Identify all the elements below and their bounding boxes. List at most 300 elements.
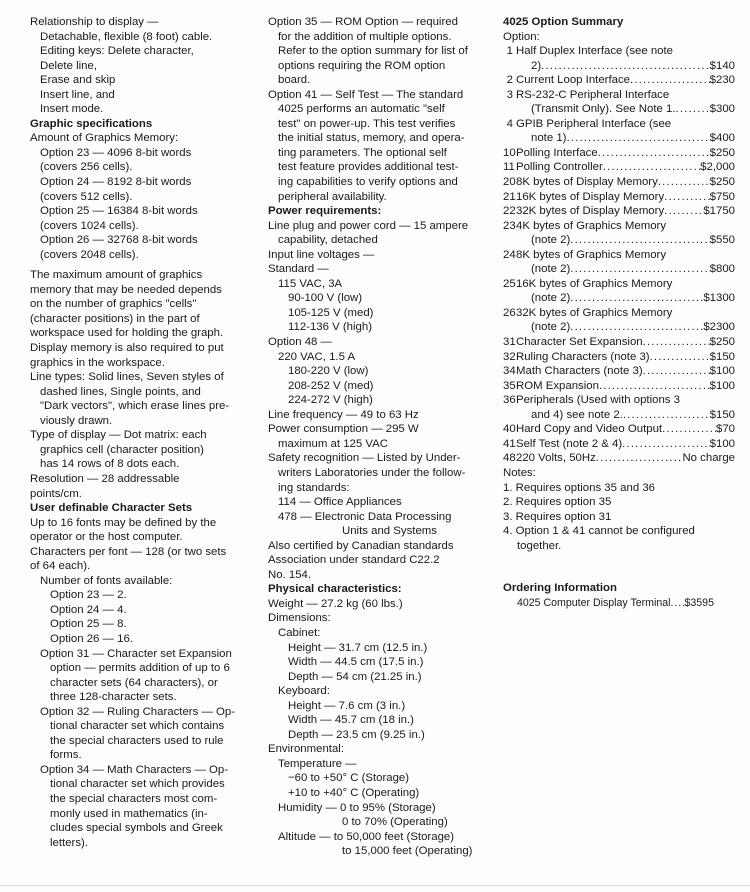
text-line: graphics in the workspace. xyxy=(30,356,165,369)
text-line: Depth — 54 cm (21.25 in.) xyxy=(288,670,422,683)
text-line: operator or the host computer. xyxy=(30,531,183,544)
text-line: workspace used for holding the graph. xyxy=(30,327,224,340)
option-number: 40 xyxy=(503,423,516,436)
option-name: 220 Volts, 50Hz xyxy=(516,452,596,465)
option-number: 25 xyxy=(503,277,516,290)
option-lead xyxy=(513,291,735,306)
leader-dots xyxy=(566,131,709,146)
column-left xyxy=(30,15,255,850)
text-line: dashed lines, Single points, and xyxy=(40,385,201,398)
text-line: test" on power-up. This test verifies xyxy=(278,117,456,130)
option-price: $400 xyxy=(709,132,735,145)
option-name-cont: (note 2) xyxy=(531,292,571,305)
option-number: 1 xyxy=(506,45,513,58)
option-line xyxy=(503,335,735,350)
text-line: Line frequency — 49 to 63 Hz xyxy=(268,408,419,421)
option-spacer xyxy=(503,320,513,335)
page-rule xyxy=(0,885,750,886)
option-line xyxy=(503,320,735,335)
option-spacer xyxy=(503,262,513,277)
text-line: ting parameters. The optional self xyxy=(278,146,447,159)
option-line xyxy=(503,451,735,466)
text-line: 114 — Office Appliances xyxy=(278,496,402,509)
text-line: three 128-character sets. xyxy=(50,691,177,704)
option-row xyxy=(503,219,735,248)
option-lead xyxy=(513,335,735,350)
text-line: writers Laboratories under the follow- xyxy=(278,466,466,479)
option-row xyxy=(503,190,735,205)
option-lead xyxy=(513,190,735,205)
notes-label: Notes: xyxy=(503,466,536,479)
option-number: 48 xyxy=(503,452,516,465)
ordering-item: 4025 Computer Display Terminal xyxy=(517,596,671,609)
option-price: $800 xyxy=(709,263,735,276)
option-price: $550 xyxy=(709,234,735,247)
option-number: 23 xyxy=(503,219,516,232)
text-line: 105-125 V (med) xyxy=(288,306,374,319)
text-line: Option 48 — xyxy=(268,336,332,349)
option-line xyxy=(503,204,735,219)
option-name: Current Loop Interface xyxy=(516,74,630,87)
option-spacer xyxy=(503,408,513,423)
text-line: (covers 512 cells). xyxy=(40,190,133,203)
option-row xyxy=(503,335,735,350)
text-line: −60 to +50° C (Storage) xyxy=(288,772,410,785)
text-line: Type of display — Dot matrix: each xyxy=(30,429,207,442)
text-line: Erase and skip xyxy=(40,74,116,87)
option-lead xyxy=(513,320,735,335)
option-lead xyxy=(513,233,735,248)
text-line: Height — 31.7 cm (12.5 in.) xyxy=(288,641,428,654)
text-line: Option 32 — Ruling Characters — Op- xyxy=(40,705,235,718)
option-line xyxy=(503,350,735,365)
option-number: 10 xyxy=(503,146,516,159)
text-line: capability, detached xyxy=(278,234,378,247)
text-line: Characters per font — 128 (or two sets xyxy=(30,545,227,558)
option-lead xyxy=(513,146,735,161)
option-number: 32 xyxy=(503,350,516,363)
leader-dots xyxy=(603,160,700,175)
text-line: 224-272 V (high) xyxy=(288,394,373,407)
option-number: 22 xyxy=(503,205,516,218)
ordering-heading: Ordering Information xyxy=(503,582,617,595)
text-line: Option 31 — Character set Expansion xyxy=(40,647,232,660)
option-name: GPIB Peripheral Interface (see xyxy=(516,117,672,130)
text-line: to 15,000 feet (Operating) xyxy=(342,845,473,858)
text-line: Number of fonts available: xyxy=(40,574,173,587)
option-row xyxy=(503,393,735,422)
text-line: Option 26 — 32768 8-bit words xyxy=(40,234,198,247)
text-line: Amount of Graphics Memory: xyxy=(30,132,179,145)
column-middle xyxy=(268,15,486,859)
option-price: $70 xyxy=(715,423,735,436)
option-price: $150 xyxy=(709,408,735,421)
text-line: Display memory is also required to put xyxy=(30,342,224,355)
option-price: $230 xyxy=(709,74,735,87)
option-line xyxy=(503,146,735,161)
option-line xyxy=(503,175,735,190)
option-lead xyxy=(513,422,735,437)
text-line: The maximum amount of graphics xyxy=(30,269,203,282)
note-item: 3. Requires option 31 xyxy=(503,510,612,523)
option-number: 34 xyxy=(503,365,516,378)
text-line: Standard — xyxy=(268,263,329,276)
option-price: $250 xyxy=(709,336,735,349)
text-line: Option 23 — 4096 8-bit words xyxy=(40,146,192,159)
option-price: $100 xyxy=(709,365,735,378)
option-line xyxy=(503,59,735,74)
option-name-cont: 2) xyxy=(531,59,542,72)
ordering-price: $3595 xyxy=(684,596,714,609)
text-line: (character positions) in the part of xyxy=(30,312,200,325)
option-number: 20 xyxy=(503,176,516,189)
option-spacer xyxy=(503,291,513,306)
text-line: 0 to 70% (Operating) xyxy=(342,816,448,829)
text-line: tional character set which contains xyxy=(50,720,225,733)
leader-dots xyxy=(599,379,710,394)
text-line: 115 VAC, 3A xyxy=(278,277,343,290)
text-line: (covers 2048 cells). xyxy=(40,248,139,261)
leader-dots xyxy=(570,320,703,335)
text-line: Association under standard C22.2 xyxy=(268,554,440,567)
text-line: points/cm. xyxy=(30,487,82,500)
leader-dots xyxy=(570,262,709,277)
option-line xyxy=(503,262,735,277)
option-line xyxy=(503,248,735,263)
option-row xyxy=(503,379,735,394)
leader-dots xyxy=(658,175,710,190)
leader-dots xyxy=(662,422,716,437)
option-row xyxy=(503,451,735,466)
option-lead xyxy=(513,204,735,219)
option-name: 32K bytes of Graphics Memory xyxy=(516,306,673,319)
text-line: 180-220 V (low) xyxy=(288,365,369,378)
text-line: Insert line, and xyxy=(40,88,115,101)
option-name-cont: (Transmit Only). See Note 1. xyxy=(531,103,676,116)
leader-dots xyxy=(570,233,709,248)
option-price: $1300 xyxy=(703,292,735,305)
option-name: Peripherals (Used with options 3 xyxy=(516,394,680,407)
option-name: Ruling Characters (note 3) xyxy=(516,350,650,363)
option-line xyxy=(503,117,735,132)
option-name: 32K bytes of Display Memory xyxy=(516,205,665,218)
option-row xyxy=(503,160,735,175)
option-label: Option: xyxy=(503,30,540,43)
text-line: Refer to the option summary for list of xyxy=(278,45,468,58)
option-line xyxy=(503,160,735,175)
option-name: Hard Copy and Video Output xyxy=(516,423,663,436)
text-line: 4025 performs an automatic "self xyxy=(278,103,445,116)
text-line: 478 — Electronic Data Processing xyxy=(278,510,452,523)
option-row xyxy=(503,364,735,379)
section-heading-physical: Physical characteristics: xyxy=(268,583,402,596)
leader-dots xyxy=(596,451,683,466)
option-name: Self Test (note 2 & 4) xyxy=(516,437,623,450)
text-line: 112-136 V (high) xyxy=(288,321,373,334)
text-line: tional character set which provides xyxy=(50,778,225,791)
text-line: maximum at 125 VAC xyxy=(278,437,388,450)
option-line xyxy=(503,102,735,117)
option-lead xyxy=(513,364,735,379)
option-row xyxy=(503,437,735,452)
text-line: Insert mode. xyxy=(40,103,104,116)
text-line: options requiring the ROM option xyxy=(278,59,446,72)
option-name-cont: (note 2) xyxy=(531,321,571,334)
leader-dots xyxy=(643,335,710,350)
text-line: monly used in mathematics (in- xyxy=(50,807,208,820)
text-line: +10 to +40° C (Operating) xyxy=(288,786,420,799)
option-price: $300 xyxy=(709,103,735,116)
option-number: 4 xyxy=(506,117,513,130)
text-line: option — permits addition of up to 6 xyxy=(50,662,230,675)
text-line: Line plug and power cord — 15 ampere xyxy=(268,219,469,232)
option-price: $2300 xyxy=(703,321,735,334)
option-line xyxy=(503,306,735,321)
text-line: Up to 16 fonts may be defined by the xyxy=(30,516,217,529)
option-name: Math Characters (note 3) xyxy=(516,365,643,378)
option-line xyxy=(503,277,735,292)
text-line: Units and Systems xyxy=(342,525,437,538)
option-row xyxy=(503,306,735,335)
text-line: memory that may be needed depends xyxy=(30,283,222,296)
text-line: Power consumption — 295 W xyxy=(268,423,419,436)
option-list xyxy=(503,44,735,466)
text-line: 208-252 V (med) xyxy=(288,379,374,392)
option-number: 11 xyxy=(503,161,515,174)
option-name-cont: note 1) xyxy=(531,132,567,145)
option-name: 16K bytes of Display Memory xyxy=(516,190,665,203)
option-price: No charge xyxy=(682,452,735,465)
text-line: forms. xyxy=(50,749,82,762)
leader-dots xyxy=(664,204,703,219)
option-row xyxy=(503,73,735,88)
option-line xyxy=(503,44,735,59)
text-line: Width — 45.7 cm (18 in.) xyxy=(288,714,414,727)
option-number: 24 xyxy=(503,248,516,261)
option-line xyxy=(503,393,735,408)
option-number: 35 xyxy=(503,379,516,392)
text-line: (covers 256 cells). xyxy=(40,161,133,174)
leader-dots xyxy=(541,59,710,74)
text-line: (covers 1024 cells). xyxy=(40,219,139,232)
option-line xyxy=(503,364,735,379)
option-spacer xyxy=(503,233,513,248)
option-name-cont: and 4) see note 2. xyxy=(531,408,623,421)
option-name-cont: (note 2) xyxy=(531,263,571,276)
option-lead xyxy=(513,437,735,452)
option-name: Polling Interface xyxy=(516,146,598,159)
text-line: graphics cell (character position) xyxy=(40,443,204,456)
text-line: 90-100 V (low) xyxy=(288,292,363,305)
option-line xyxy=(503,190,735,205)
text-line: Relationship to display — xyxy=(30,16,159,28)
note-item: 4. Option 1 & 41 cannot be configured xyxy=(503,525,695,538)
leader-dots xyxy=(671,596,685,611)
option-lead xyxy=(513,160,735,175)
note-item: 2. Requires option 35 xyxy=(503,496,612,509)
text-line: Line types: Solid lines, Seven styles of xyxy=(30,371,224,384)
text-line: Height — 7.6 cm (3 in.) xyxy=(288,699,406,712)
option-lead xyxy=(513,408,735,423)
text-line: Dimensions: xyxy=(268,612,331,625)
option-spacer xyxy=(503,59,513,74)
option-lead xyxy=(513,175,735,190)
section-heading-graphics: Graphic specifications xyxy=(30,117,153,130)
leader-dots xyxy=(643,364,710,379)
section-heading-charsets: User definable Character Sets xyxy=(30,502,193,515)
option-row xyxy=(503,248,735,277)
text-line: Altitude — to 50,000 feet (Storage) xyxy=(278,830,455,843)
option-price: $1750 xyxy=(703,205,735,218)
text-line: has 14 rows of 8 dots each. xyxy=(40,458,180,471)
option-price: $250 xyxy=(709,176,735,189)
option-name: 8K bytes of Graphics Memory xyxy=(516,248,667,261)
option-row xyxy=(503,204,735,219)
leader-dots xyxy=(664,190,710,205)
text-line: viously drawn. xyxy=(40,414,113,427)
text-line: cludes special symbols and Greek xyxy=(50,822,223,835)
option-price: $250 xyxy=(709,146,735,159)
option-lead xyxy=(513,350,735,365)
option-lead xyxy=(513,379,735,394)
option-line xyxy=(503,88,735,103)
option-number: 3 xyxy=(506,88,513,101)
option-lead xyxy=(513,59,735,74)
option-line xyxy=(503,219,735,234)
option-line xyxy=(503,233,735,248)
text-line: Option 25 — 8. xyxy=(50,618,127,631)
text-line: peripheral availability. xyxy=(278,190,387,203)
text-line: of 64 each). xyxy=(30,560,91,573)
option-spacer xyxy=(503,102,513,117)
text-line: Option 23 — 2. xyxy=(50,589,127,602)
note-item: 1. Requires options 35 and 36 xyxy=(503,481,655,494)
option-row xyxy=(503,175,735,190)
text-line: Option 24 — 8192 8-bit words xyxy=(40,176,192,189)
option-name: 8K bytes of Display Memory xyxy=(516,176,658,189)
option-number: 31 xyxy=(503,336,516,349)
option-row xyxy=(503,422,735,437)
leader-dots xyxy=(623,408,710,423)
leader-dots xyxy=(570,291,703,306)
option-spacer xyxy=(503,131,513,146)
section-heading-power: Power requirements: xyxy=(268,205,382,218)
text-line: on the number of graphics "cells" xyxy=(30,298,197,311)
text-line: character sets (64 characters), or xyxy=(50,676,218,689)
text-line: Safety recognition — Listed by Under- xyxy=(268,452,461,465)
text-line: Option 34 — Math Characters — Op- xyxy=(40,763,229,776)
text-line: Option 41 — Self Test — The standard xyxy=(268,88,464,101)
option-price: $750 xyxy=(709,190,735,203)
option-row xyxy=(503,44,735,73)
text-line: Option 24 — 4. xyxy=(50,603,127,616)
leader-dots xyxy=(622,437,709,452)
text-line: for the addition of multiple options. xyxy=(278,30,452,43)
option-row xyxy=(503,88,735,117)
option-number: 41 xyxy=(503,437,516,450)
option-name: Polling Controller xyxy=(516,161,603,174)
text-line: Also certified by Canadian standards xyxy=(268,539,454,552)
text-line: the special characters most com- xyxy=(50,792,218,805)
text-line: letters). xyxy=(50,836,88,849)
text-line: Option 26 — 16. xyxy=(50,632,133,645)
option-row xyxy=(503,117,735,146)
option-name: 16K bytes of Graphics Memory xyxy=(516,277,673,290)
leader-dots xyxy=(630,73,710,88)
text-line: Cabinet: xyxy=(278,626,321,639)
option-name: 4K bytes of Graphics Memory xyxy=(516,219,667,232)
text-line: Editing keys: Delete character, xyxy=(40,45,194,58)
text-line: ing standards: xyxy=(278,481,350,494)
text-line: ing capabilities to verify options and xyxy=(278,176,458,189)
text-line: board. xyxy=(278,74,311,87)
ordering-row xyxy=(503,596,735,611)
option-price: $140 xyxy=(709,59,735,72)
text-line: Weight — 27.2 kg (60 lbs.) xyxy=(268,597,403,610)
text-line: "Dark vectors", which erase lines pre- xyxy=(40,400,230,413)
option-number: 2 xyxy=(506,74,513,87)
text-line: Detachable, flexible (8 foot) cable. xyxy=(40,30,213,43)
option-name: Half Duplex Interface (see note xyxy=(516,45,674,58)
text-line: Keyboard: xyxy=(278,685,330,698)
option-price: $150 xyxy=(709,350,735,363)
text-line: the special characters used to rule xyxy=(50,734,224,747)
option-number: 21 xyxy=(503,190,516,203)
column-right xyxy=(503,15,735,610)
option-lead xyxy=(513,451,735,466)
option-line xyxy=(503,379,735,394)
leader-dots xyxy=(598,146,710,161)
option-number: 26 xyxy=(503,306,516,319)
text-line: No. 154. xyxy=(268,568,312,581)
option-row xyxy=(503,146,735,161)
text-line: 220 VAC, 1.5 A xyxy=(278,350,356,363)
text-line: Input line voltages — xyxy=(268,248,375,261)
leader-dots xyxy=(676,102,710,117)
option-name-cont: (note 2) xyxy=(531,234,571,247)
option-name: Character Set Expansion xyxy=(516,336,643,349)
option-line xyxy=(503,291,735,306)
text-line: Width — 44.5 cm (17.5 in.) xyxy=(288,656,424,669)
option-row xyxy=(503,350,735,365)
option-line xyxy=(503,131,735,146)
text-line: Resolution — 28 addressable xyxy=(30,472,180,485)
text-line: Depth — 23.5 cm (9.25 in.) xyxy=(288,728,425,741)
option-lead xyxy=(513,262,735,277)
text-line: the initial status, memory, and opera- xyxy=(278,132,465,145)
option-line xyxy=(503,73,735,88)
option-line xyxy=(503,422,735,437)
text-line: Humidity — 0 to 95% (Storage) xyxy=(278,801,436,814)
option-number: 36 xyxy=(503,394,516,407)
leader-dots xyxy=(650,350,710,365)
text-line: Temperature — xyxy=(278,757,357,770)
option-summary-title: 4025 Option Summary xyxy=(503,16,624,28)
option-lead xyxy=(513,131,735,146)
option-name: RS-232-C Peripheral Interface xyxy=(516,88,670,101)
option-line xyxy=(503,408,735,423)
note-item: together. xyxy=(517,539,562,552)
option-row xyxy=(503,277,735,306)
option-line xyxy=(503,437,735,452)
option-lead xyxy=(513,73,735,88)
text-line: Option 25 — 16384 8-bit words xyxy=(40,205,198,218)
text-line: Delete line, xyxy=(40,59,97,72)
option-price: $2,000 xyxy=(700,161,735,174)
option-name: ROM Expansion xyxy=(516,379,599,392)
text-line: Option 35 — ROM Option — required xyxy=(268,16,458,28)
option-price: $100 xyxy=(709,379,735,392)
